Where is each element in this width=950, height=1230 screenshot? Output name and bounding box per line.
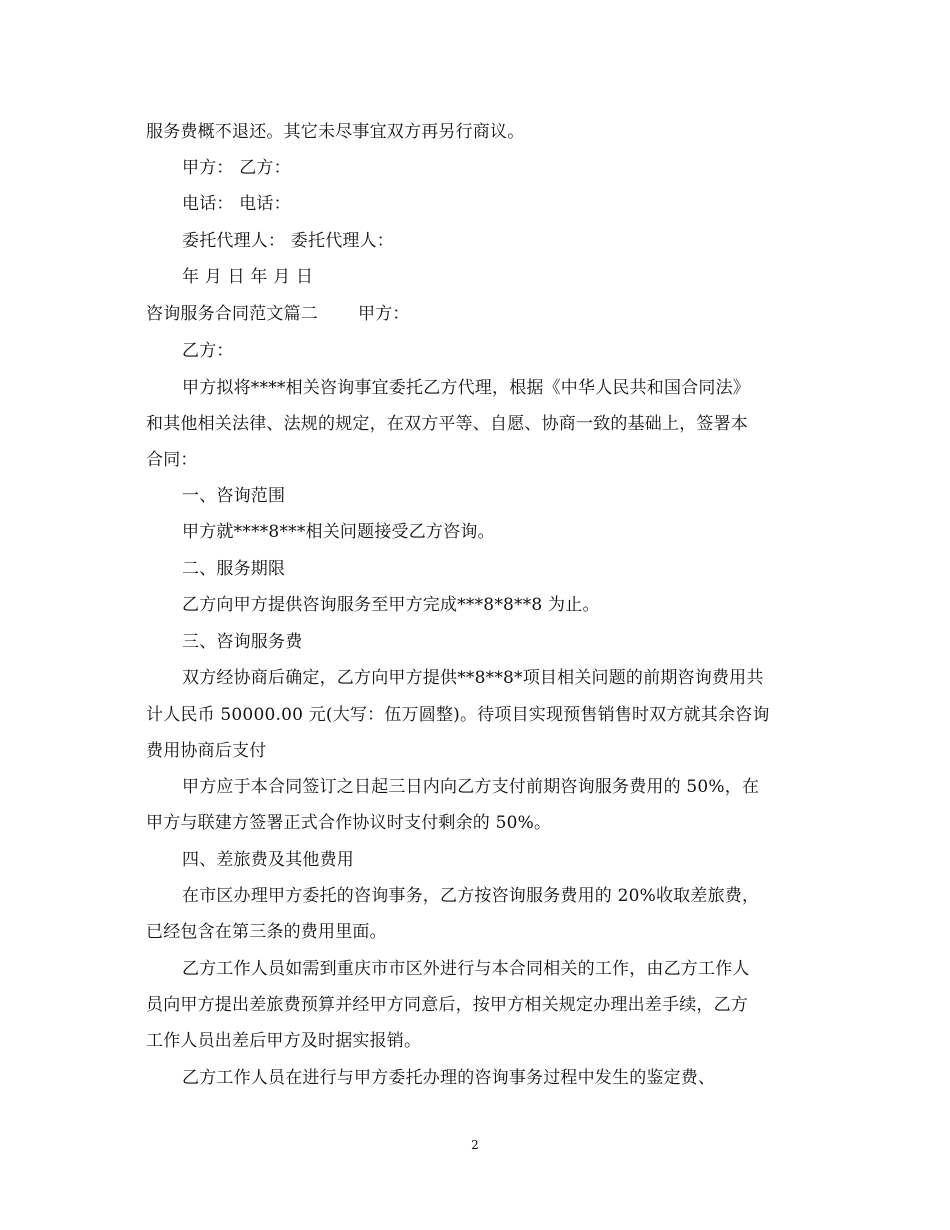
text-line: 和其他相关法律、法规的规定，在双方平等、自愿、协商一致的基础上，签署本 bbox=[146, 414, 748, 434]
text-line: 电话： 电话： bbox=[182, 194, 291, 214]
text-line: 甲方应于本合同签订之日起三日内向乙方支付前期咨询服务费用的 50%，在 bbox=[182, 777, 760, 797]
text-line: 已经包含在第三条的费用里面。 bbox=[146, 922, 387, 942]
text-line: 甲方就****8***相关问题接受乙方咨询。 bbox=[182, 522, 495, 542]
text-line: 工作人员出差后甲方及时据实报销。 bbox=[146, 1031, 422, 1051]
text-line: 甲方： 乙方： bbox=[182, 158, 291, 178]
text-line: 甲方与联建方签署正式合作协议时支付剩余的 50%。 bbox=[146, 813, 552, 833]
text-line: 甲方拟将****相关咨询事宜委托乙方代理，根据《中华人民共和国合同法》 bbox=[182, 378, 750, 398]
text-line: 委托代理人： 委托代理人： bbox=[182, 231, 395, 251]
text-line: 乙方工作人员如需到重庆市市区外进行与本合同相关的工作，由乙方工作人 bbox=[182, 959, 750, 979]
text-line: 双方经协商后确定，乙方向甲方提供**8**8*项目相关问题的前期咨询费用共 bbox=[182, 668, 764, 688]
text-line: 员向甲方提出差旅费预算并经甲方同意后，按甲方相关规定办理出差手续，乙方 bbox=[146, 995, 748, 1015]
clause-heading: 二、服务期限 bbox=[182, 559, 286, 579]
text-line: 乙方向甲方提供咨询服务至甲方完成***8*8**8 为止。 bbox=[182, 595, 600, 615]
text-line: 在市区办理甲方委托的咨询事务，乙方按咨询服务费用的 20%收取差旅费， bbox=[182, 886, 760, 906]
text-line: 合同： bbox=[146, 450, 198, 470]
text-line: 乙方工作人员在进行与甲方委托办理的咨询事务过程中发生的鉴定费、 bbox=[182, 1068, 716, 1088]
page-number: 2 bbox=[471, 1138, 479, 1152]
text-line: 年 月 日 年 月 日 bbox=[182, 267, 314, 287]
clause-heading: 三、咨询服务费 bbox=[182, 632, 303, 652]
clause-heading: 一、咨询范围 bbox=[182, 486, 286, 506]
text-line: 乙方： bbox=[182, 341, 234, 361]
section-heading: 咨询服务合同范文篇二 甲方： bbox=[146, 304, 410, 324]
text-line: 费用协商后支付 bbox=[146, 741, 267, 761]
clause-heading: 四、差旅费及其他费用 bbox=[182, 850, 354, 870]
text-line: 服务费概不退还。其它未尽事宜双方再另行商议。 bbox=[146, 122, 525, 142]
text-line: 计人民币 50000.00 元(大写：伍万圆整)。待项目实现预售销售时双方就其余咨询 bbox=[146, 705, 770, 725]
